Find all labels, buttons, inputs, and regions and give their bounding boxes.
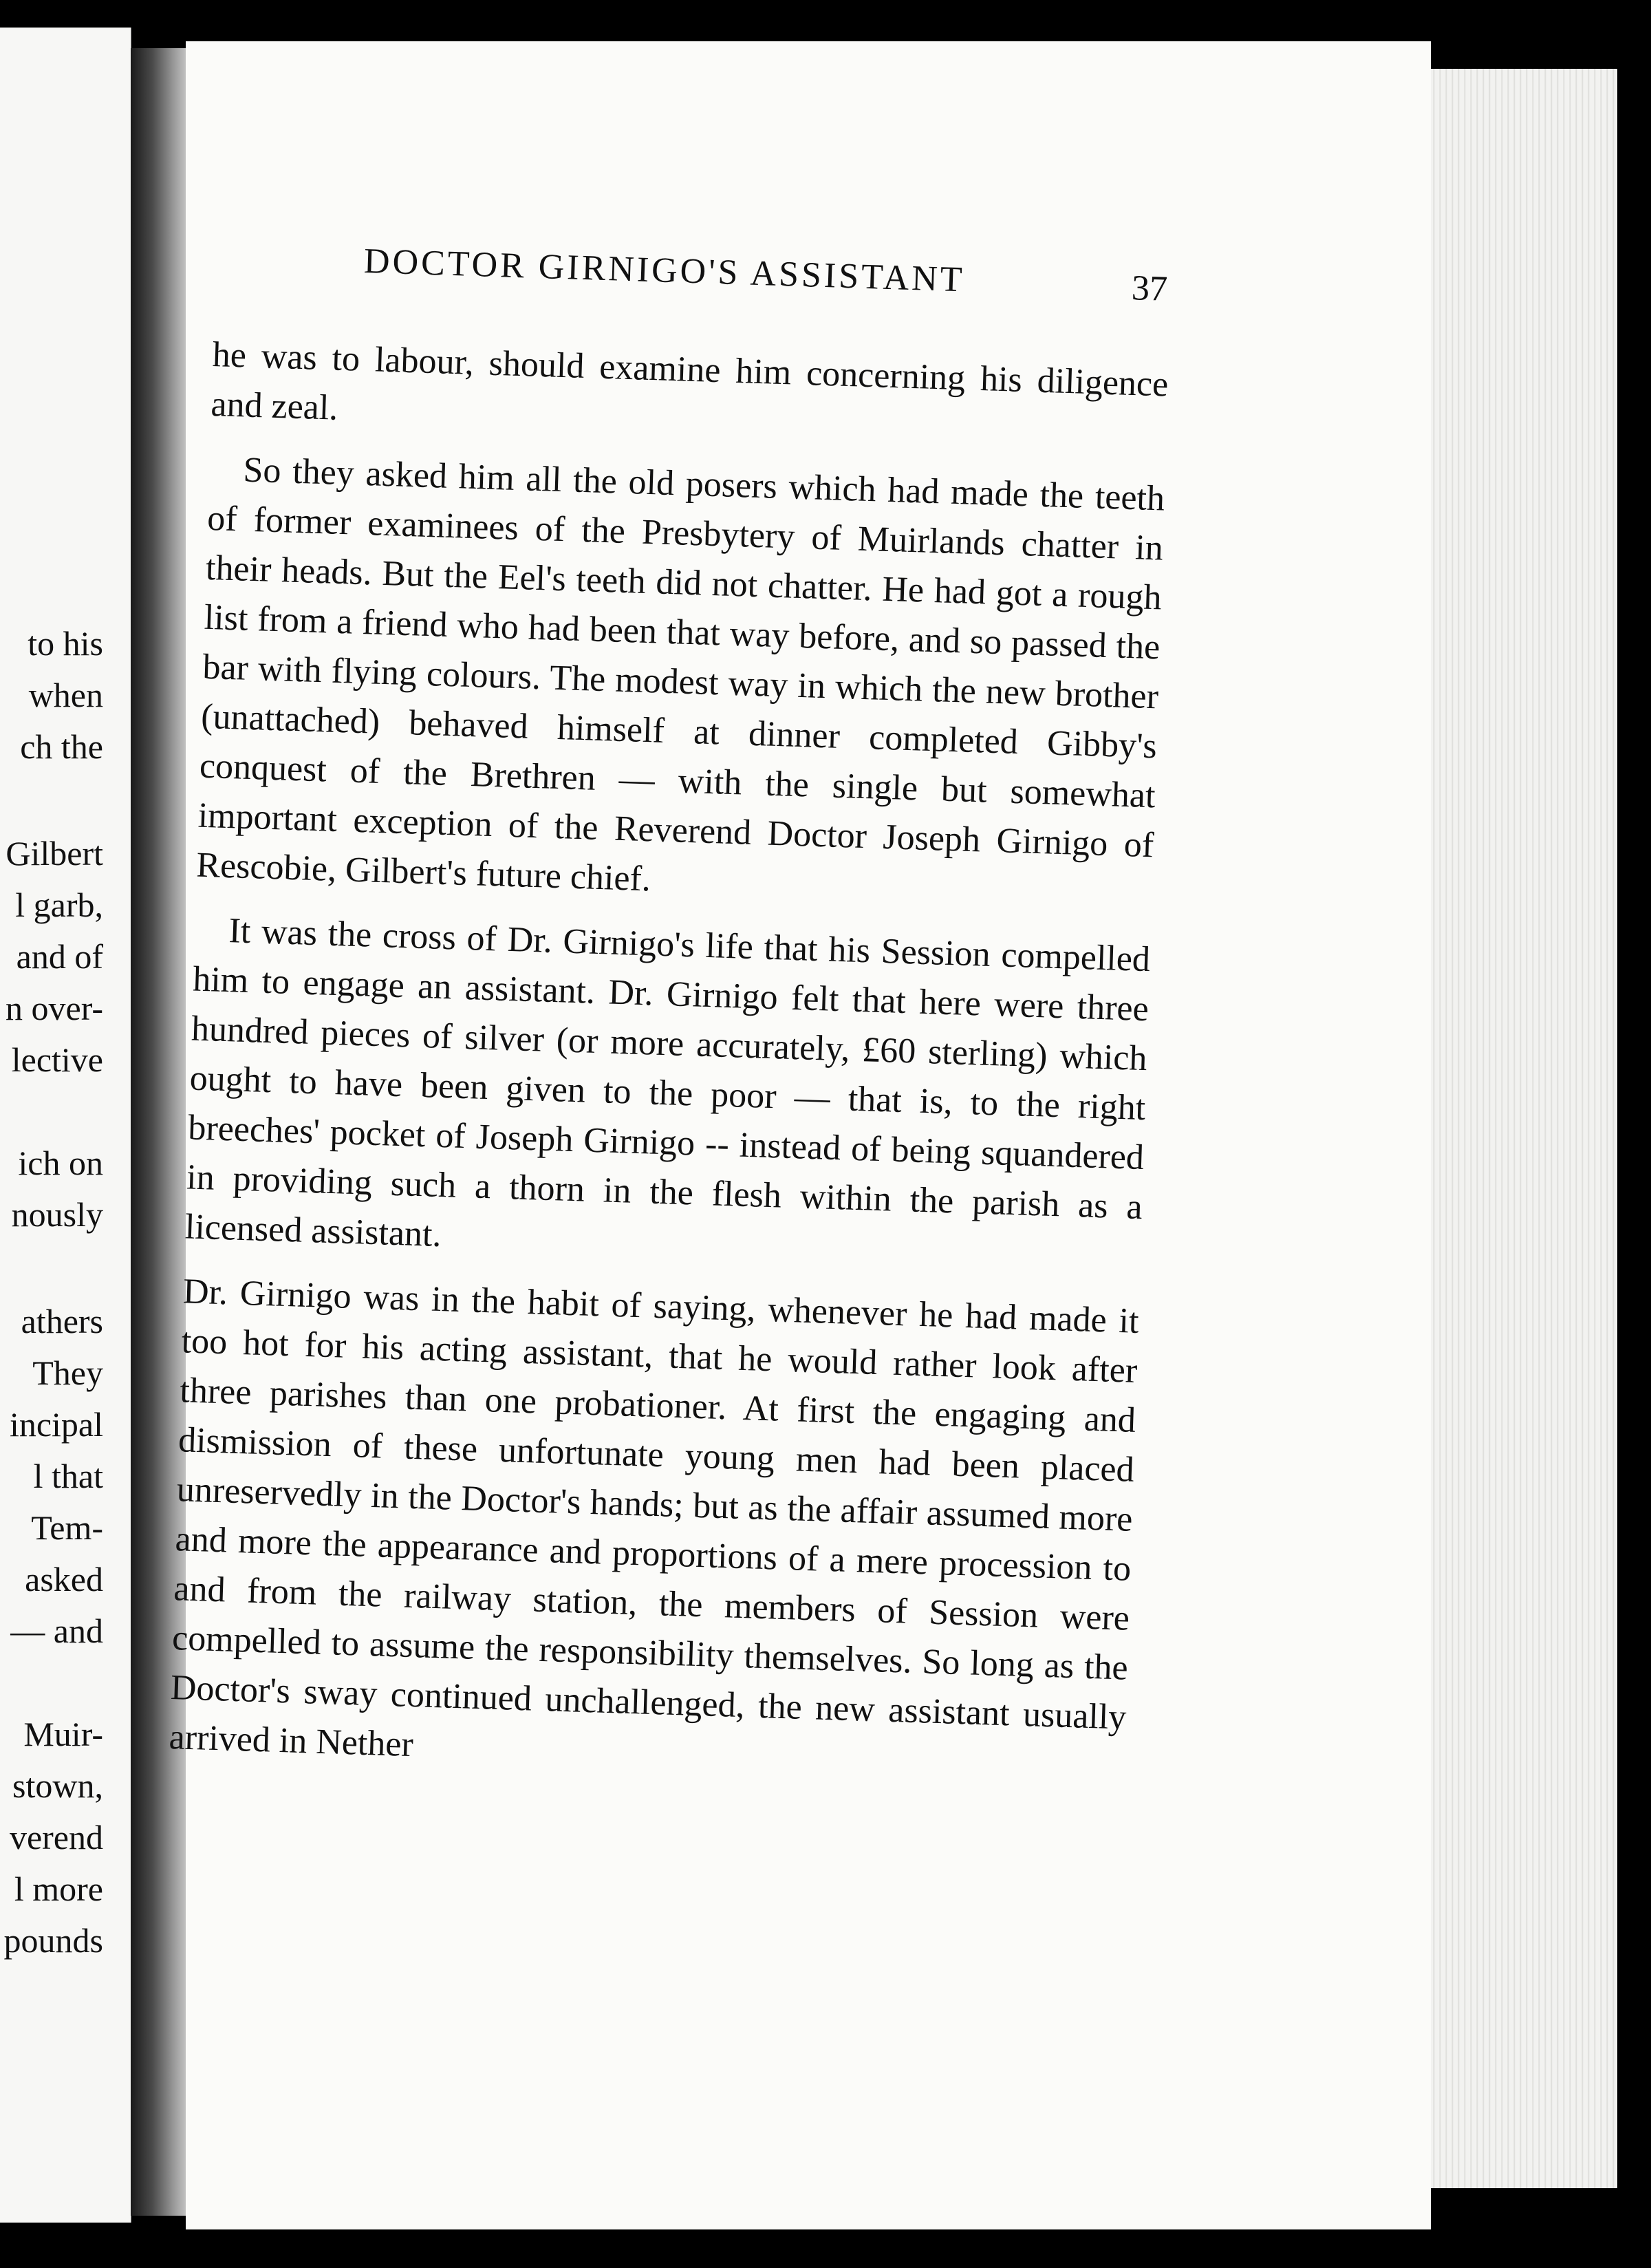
paragraph: So they asked him all the old posers which had made the teeth of former examinees of the Presbytery of Muirlands chatter in their heads. But the Eel's teeth did not chatter. He had got a rough list from a friend who had been that way before, and so passed the bar with flying colours. The modest way in which the new brother (unattached) behaved himself at dinner completed Gibby's conquest of the Brethren — with the single but somewhat important exception of the Reverend Doctor Joseph Girnigo of Rescobie, Gilbert's future chief. — [195, 450, 1165, 899]
paragraph: Dr. Girnigo was in the habit of saying, whenever he had made it too hot for his acting assistant, that he would rather look after three parishes than one probationer. At first the engaging and dismission of these unfortunate young men had been placed unreservedly in the Doctor's hands; but as the affair assumed more and more the appearance and proportions of a mere procession to and from the railway station, the members of Session were compelled to assume the responsibility themselves. So long as the Doctor's sway continued unchallenged, the new assistant usually arrived in Nether — [168, 1272, 1140, 1765]
facing-page-fragment: They — [32, 1354, 103, 1392]
body-text — [168, 330, 1169, 1808]
facing-page-fragment: athers — [21, 1302, 103, 1340]
facing-page-fragment: stown, — [12, 1766, 103, 1805]
book-page — [168, 41, 1431, 2229]
facing-page-fragment: when — [28, 676, 103, 714]
facing-page-fragment: lective — [11, 1040, 103, 1079]
facing-page — [0, 28, 131, 2223]
paragraph: he was to labour, should examine him concerning his diligence and zeal. — [210, 334, 1169, 428]
facing-page-fragment: Gilbert — [6, 834, 103, 873]
facing-page-fragment: asked — [25, 1560, 103, 1598]
facing-page-fragment: Muir- — [23, 1715, 103, 1753]
facing-page-fragment: ch the — [20, 727, 103, 766]
facing-page-fragment: and of — [16, 937, 103, 976]
facing-page-fragment: l that — [33, 1457, 103, 1495]
page-number: 37 — [1131, 268, 1168, 309]
page-block-edge — [1403, 69, 1617, 2188]
facing-page-fragment: to his — [28, 624, 103, 663]
facing-page-fragment: n over- — [6, 989, 103, 1027]
facing-page-fragment: nously — [11, 1195, 103, 1234]
facing-page-fragment: Tem- — [31, 1508, 103, 1547]
running-head: DOCTOR GIRNIGO'S ASSISTANT — [363, 241, 966, 300]
facing-page-fragment: — and — [10, 1612, 103, 1650]
facing-page-fragment: l garb, — [15, 886, 103, 924]
facing-page-fragment: l more — [14, 1870, 103, 1908]
paragraph: It was the cross of Dr. Girnigo's life that his Session compelled him to engage an assistant. Dr. Girnigo felt that here were three hundred pieces of silver (or more accurately, £60 sterling) which ought to have been given to the poor — that is, to the right breeches' pocket of Joseph Girnigo -- instead of being squandered in providing such a thorn in the flesh within the parish as a licensed assistant. — [184, 911, 1151, 1255]
facing-page-fragment: incipal — [9, 1405, 103, 1444]
facing-page-fragment: ich on — [18, 1144, 103, 1182]
book-gutter — [131, 48, 193, 2216]
facing-page-fragment: pounds — [3, 1921, 103, 1960]
facing-page-fragment: verend — [9, 1818, 103, 1857]
